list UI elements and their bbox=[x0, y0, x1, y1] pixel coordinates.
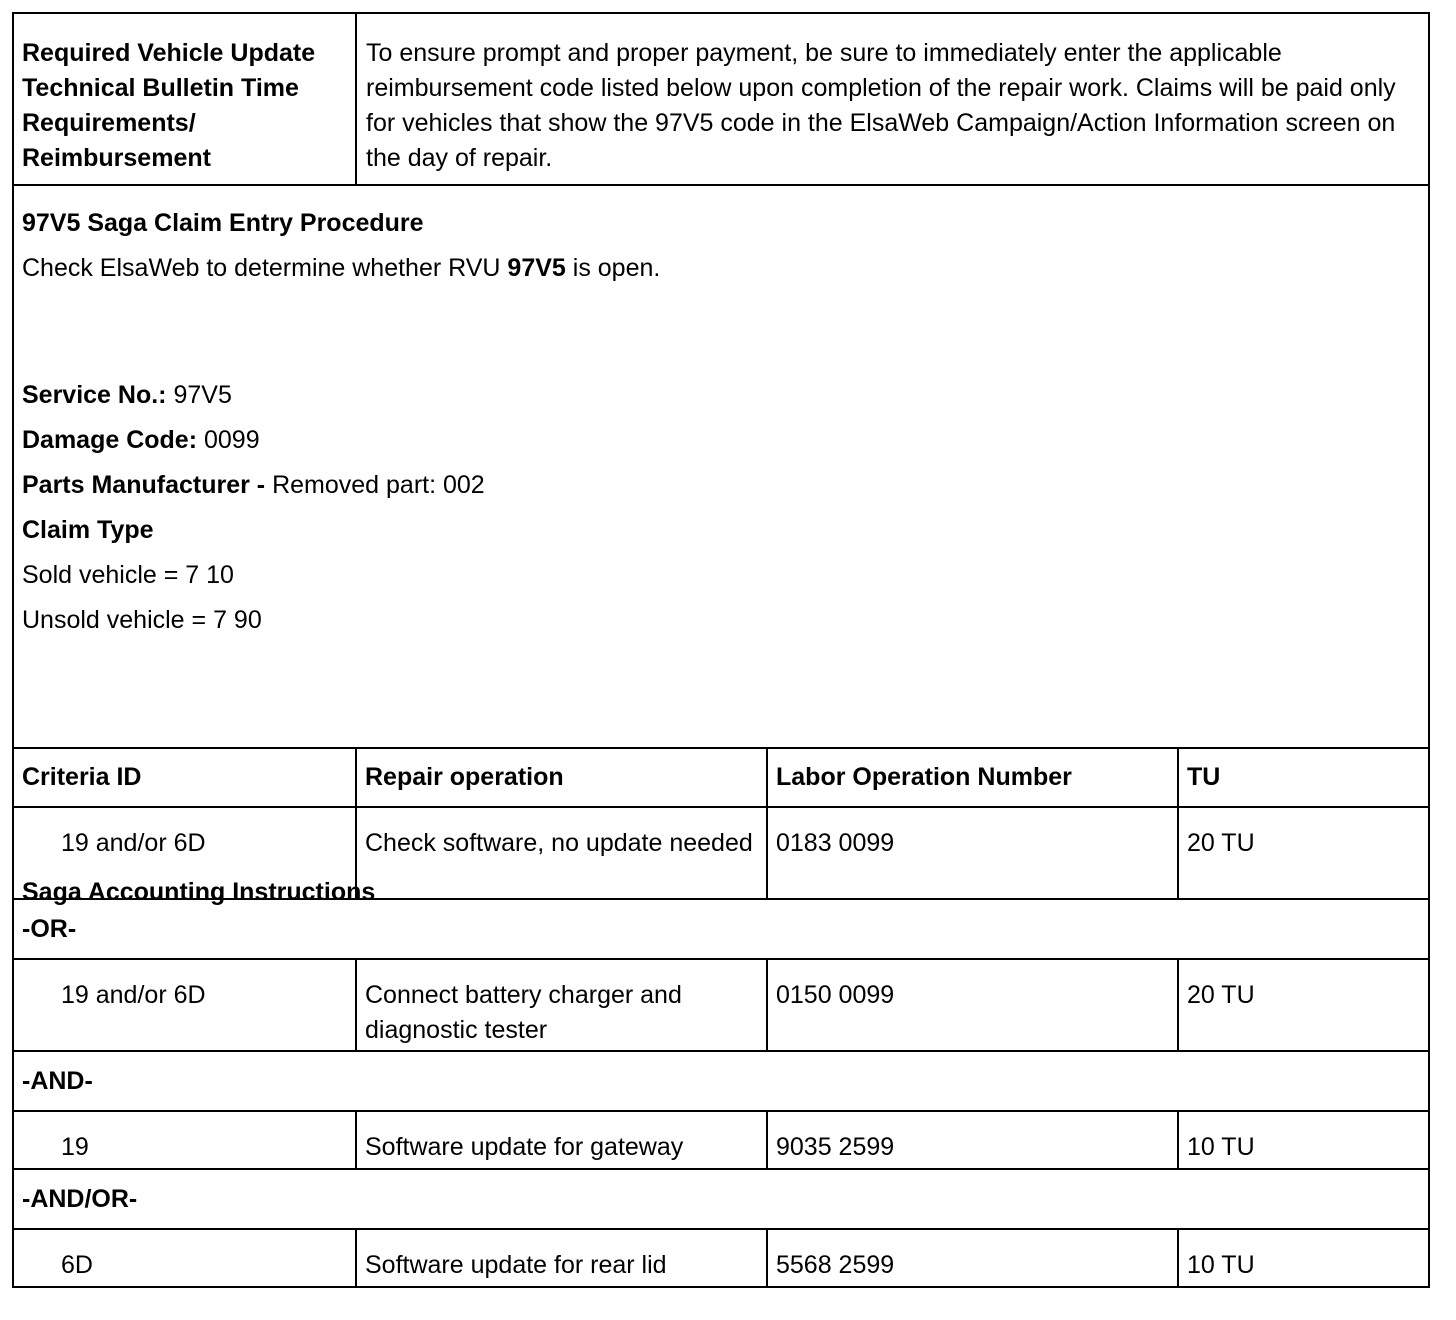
service-label: Service No.: bbox=[22, 381, 167, 409]
table-row bbox=[13, 1111, 1429, 1169]
service-value: 97V5 bbox=[166, 381, 232, 409]
tu-cell: 10 TU bbox=[1178, 1111, 1429, 1169]
labor-cell: 9035 2599 bbox=[767, 1111, 1178, 1169]
header-label: Required Vehicle Update Technical Bulletin Time Requirements/ Reimbursement bbox=[13, 13, 356, 185]
parts-label: Parts Manufacturer - bbox=[22, 471, 266, 499]
service-number bbox=[22, 378, 1420, 413]
criteria-cell: 6D bbox=[13, 1229, 356, 1287]
separator-and-or: -AND/OR- bbox=[13, 1169, 1429, 1229]
operation-cell: Connect battery charger and diagnostic tester bbox=[356, 959, 767, 1051]
column-header-tu: TU bbox=[1178, 748, 1429, 807]
column-header-labor: Labor Operation Number bbox=[767, 748, 1178, 807]
operation-cell: Check software, no update needed bbox=[356, 807, 767, 899]
table-row bbox=[13, 959, 1429, 1051]
labor-cell: 5568 2599 bbox=[767, 1229, 1178, 1287]
tu-cell: 20 TU bbox=[1178, 959, 1429, 1051]
separator-or: -OR- bbox=[13, 899, 1429, 959]
check-prefix: Check ElsaWeb to determine whether RVU bbox=[22, 254, 508, 282]
damage-code bbox=[22, 423, 1420, 458]
bulletin-document bbox=[12, 12, 1428, 1288]
labor-cell: 0183 0099 bbox=[767, 807, 1178, 899]
separator-row bbox=[13, 1051, 1429, 1111]
labor-cell: 0150 0099 bbox=[767, 959, 1178, 1051]
check-instruction bbox=[22, 251, 1420, 286]
check-suffix: is open. bbox=[565, 254, 661, 282]
damage-label: Damage Code: bbox=[22, 426, 198, 454]
separator-and: -AND- bbox=[13, 1051, 1429, 1111]
header-row bbox=[13, 13, 1429, 185]
criteria-cell: 19 and/or 6D bbox=[13, 807, 356, 899]
header-text: To ensure prompt and proper payment, be sure to immediately enter the applicable reimbursement code listed below upon completion of the repair work. Claims will be paid only for vehicles that show the 97V5 code in the ElsaWeb Campaign/Action Information screen on the day of repair. bbox=[356, 13, 1429, 185]
criteria-cell: 19 and/or 6D bbox=[13, 959, 356, 1051]
tu-cell: 10 TU bbox=[1178, 1229, 1429, 1287]
column-header-operation: Repair operation bbox=[356, 748, 767, 807]
criteria-cell: 19 bbox=[13, 1111, 356, 1169]
damage-value: 0099 bbox=[197, 426, 260, 454]
unsold-vehicle: Unsold vehicle = 7 90 bbox=[22, 606, 262, 634]
procedure-row bbox=[13, 185, 1429, 748]
procedure-title: 97V5 Saga Claim Entry Procedure bbox=[22, 209, 424, 237]
tu-cell: 20 TU bbox=[1178, 807, 1429, 899]
parts-value: Removed part: 002 bbox=[265, 471, 485, 499]
table-header-row bbox=[13, 748, 1429, 807]
check-code: 97V5 bbox=[507, 254, 566, 282]
table-row bbox=[13, 1229, 1429, 1287]
claim-type-label: Claim Type bbox=[22, 516, 154, 544]
separator-row bbox=[13, 1169, 1429, 1229]
accounting-title: Saga Accounting Instructions bbox=[22, 878, 376, 906]
operation-cell: Software update for rear lid bbox=[356, 1229, 767, 1287]
sold-vehicle: Sold vehicle = 7 10 bbox=[22, 561, 234, 589]
column-header-criteria: Criteria ID bbox=[13, 748, 356, 807]
operation-cell: Software update for gateway bbox=[356, 1111, 767, 1169]
reimbursement-table bbox=[12, 12, 1430, 1288]
parts-manufacturer bbox=[22, 468, 1420, 503]
